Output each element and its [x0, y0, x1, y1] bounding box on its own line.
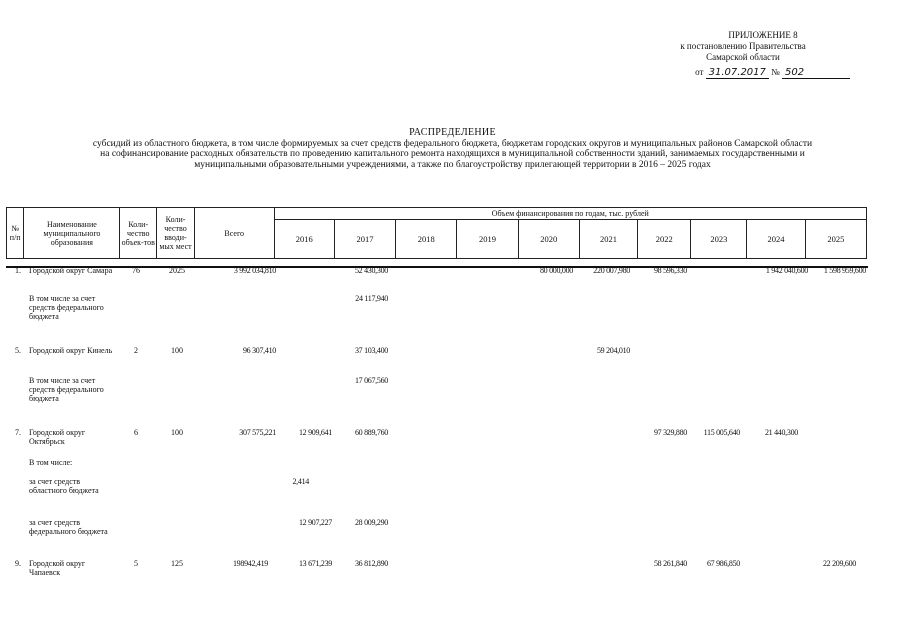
header-year: 2017 [334, 220, 395, 259]
header-name: Наименование муниципального образования [24, 208, 120, 259]
municipality-name: Городской округ Самара [29, 266, 113, 275]
amount-2021: 220 007,980 [593, 266, 630, 275]
amount-2022: 58 261,840 [653, 559, 687, 568]
amount-2017: 60 889,760 [354, 428, 388, 437]
row-number: 9. [15, 559, 21, 568]
total-amount: 3 992 034,810 [233, 266, 276, 275]
objects-count: 6 [134, 428, 138, 437]
row-note: В том числе за счет средств федерального бюджета [29, 376, 104, 403]
objects-count: 2 [134, 346, 138, 355]
total-amount: 307 575,221 [239, 428, 276, 437]
amount-2023: 115 005,640 [703, 428, 740, 437]
municipality-name: Городской округ Кинель [29, 346, 113, 355]
amount-2022: 98 596,330 [653, 266, 687, 275]
amount-2025: 1 598 959,600 [823, 266, 866, 275]
handwritten-date: 31.07.2017 [706, 67, 769, 79]
header-funding-group: Объем финансирования по годам, тыс. рублей [274, 208, 866, 220]
amount-2017: 36 812,890 [354, 559, 388, 568]
appendix-label: ПРИЛОЖЕНИЕ 8 [728, 30, 798, 40]
header-year: 2020 [518, 220, 579, 259]
title-heading: РАСПРЕДЕЛЕНИЕ [409, 127, 496, 138]
amount-2020: 80 000,000 [539, 266, 573, 275]
decree-date-number [695, 67, 850, 79]
amount-2023: 67 986,850 [706, 559, 740, 568]
header-number: № п/п [7, 208, 24, 259]
total-amount: 96 307,410 [242, 346, 276, 355]
header-year: 2024 [747, 220, 805, 259]
row-note: В том числе за счет средств федерального бюджета [29, 294, 104, 321]
amount-2016: 12 907,227 [298, 518, 332, 527]
document-title [0, 128, 905, 170]
title-line-2: на софинансирование расходных обязательств по проведению капитального ремонта находящихся в муниципальной собственности зданий, занимаемых государственными и [100, 149, 805, 159]
amount-2021: 59 204,010 [596, 346, 630, 355]
header-year: 2019 [457, 220, 518, 259]
objects-count: 76 [132, 266, 140, 275]
amount-2017: 52 430,300 [354, 266, 388, 275]
header-year: 2016 [274, 220, 334, 259]
header-year: 2023 [691, 220, 747, 259]
municipality-name: Городской округ Чапаевск [29, 559, 86, 577]
amount-2016: 13 671,239 [298, 559, 332, 568]
funding-table-header [6, 207, 867, 259]
amount-2024: 1 942 040,600 [765, 266, 808, 275]
number-label: № [771, 67, 780, 77]
header-year: 2025 [805, 220, 866, 259]
places-count: 2025 [169, 266, 185, 275]
municipality-name: Городской округ Октябрьск [29, 428, 86, 446]
places-count: 100 [171, 428, 183, 437]
appendix-block [643, 30, 843, 63]
amount-2024: 21 440,300 [764, 428, 798, 437]
handwritten-number: 502 [782, 67, 850, 79]
appendix-region: Самарской области [706, 52, 780, 62]
row-note: за счет средств областного бюджета [29, 477, 99, 495]
header-total: Всего [194, 208, 274, 259]
amount-2016: 12 909,641 [298, 428, 332, 437]
places-count: 125 [171, 559, 183, 568]
amount-2025: 22 209,600 [822, 559, 856, 568]
amount-2017: 28 009,290 [354, 518, 388, 527]
header-objects: Коли-чество объек-тов [120, 208, 157, 259]
row-number: 1. [15, 266, 21, 275]
row-number: 5. [15, 346, 21, 355]
amount-2017: 37 103,400 [354, 346, 388, 355]
places-count: 100 [171, 346, 183, 355]
amount-2017: 17 067,560 [354, 376, 388, 385]
total-amount: 198942,419 [232, 559, 268, 568]
row-note: В том числе: [29, 458, 73, 467]
from-label: от [695, 67, 704, 77]
header-year: 2021 [579, 220, 637, 259]
header-year: 2018 [396, 220, 457, 259]
header-year: 2022 [638, 220, 691, 259]
amount-2022: 97 329,880 [653, 428, 687, 437]
row-number: 7. [15, 428, 21, 437]
title-line-3: муниципальными образовательными учреждениями, а также по благоустройству прилегающей территории в 2016 – 2025 годах [194, 159, 711, 170]
objects-count: 5 [134, 559, 138, 568]
amount-2017: 24 117,940 [355, 294, 388, 303]
amount-2016: 2,414 [292, 477, 309, 486]
title-line-1: субсидий из областного бюджета, в том числе формируемых за счет средств федерального бюджета, бюджетам городских округов и муниципальных районов Самарской области [92, 138, 813, 149]
appendix-decree: к постановлению Правительства [680, 41, 806, 51]
row-note: за счет средств федерального бюджета [29, 518, 108, 536]
header-places: Коли-чество вводи-мых мест [157, 208, 195, 259]
